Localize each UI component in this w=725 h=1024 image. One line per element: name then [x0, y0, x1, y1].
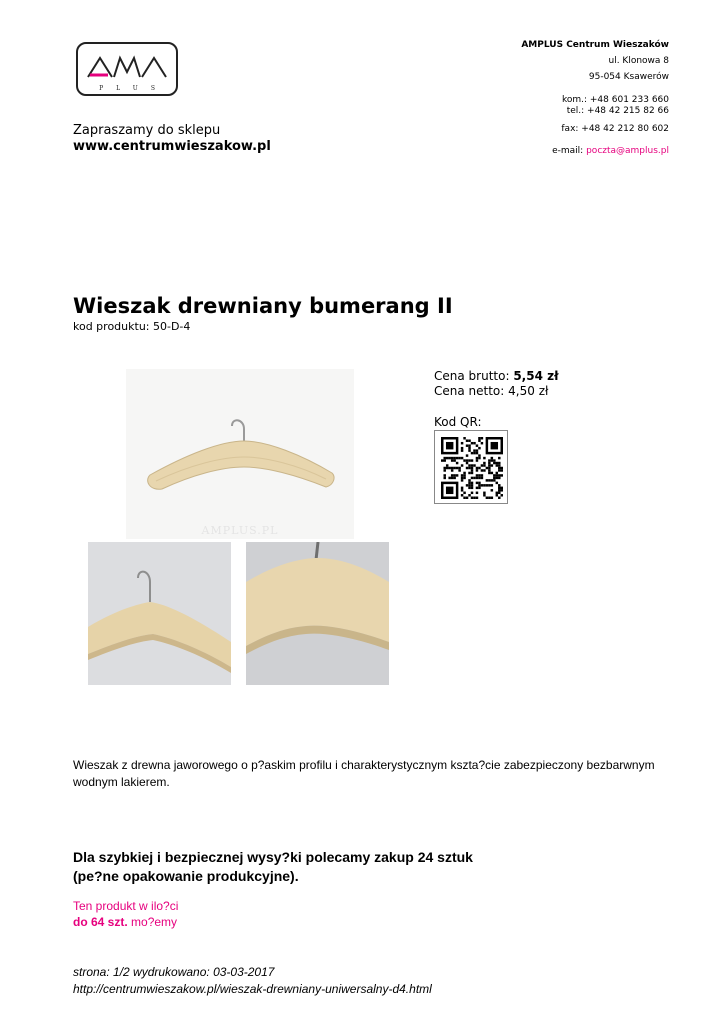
product-image-side[interactable]	[88, 542, 231, 685]
logo-subtitle: PLUS	[99, 85, 168, 92]
email-label: e-mail:	[552, 146, 584, 156]
qr-code[interactable]	[434, 430, 508, 504]
print-info: strona: 1/2 wydrukowano: 03-03-2017	[73, 965, 275, 979]
product-image-main[interactable]	[126, 369, 354, 539]
product-image-detail[interactable]	[246, 542, 389, 685]
company-contact	[521, 37, 669, 159]
product-code: kod produktu: 50-D-4	[73, 320, 191, 333]
email-link[interactable]: poczta@amplus.pl	[586, 146, 669, 156]
net-price-label: Cena netto:	[434, 384, 505, 398]
gross-price-row	[434, 369, 559, 384]
company-fax: fax: +48 42 212 80 602	[561, 124, 669, 134]
net-price-row	[434, 384, 559, 399]
company-city: 95-054 Ksawerów	[588, 72, 669, 82]
company-mobile: kom.: +48 601 233 660	[561, 95, 669, 105]
print-footer	[73, 964, 432, 998]
shop-invitation	[73, 123, 271, 155]
recommendation-line-2: (pe?ne opakowanie produkcyjne).	[73, 868, 299, 884]
gross-price-value: 5,54 zł	[513, 369, 559, 383]
stock-line-2	[73, 914, 178, 930]
invitation-text: Zapraszamy do sklepu	[73, 123, 221, 138]
company-email-row	[521, 143, 669, 159]
page-url[interactable]: http://centrumwieszakow.pl/wieszak-drewniany-uniwersalny-d4.html	[73, 982, 432, 996]
stock-line-1: Ten produkt w ilo?ci	[73, 899, 179, 913]
product-title: Wieszak drewniany bumerang II	[73, 294, 453, 318]
company-name: AMPLUS Centrum Wieszaków	[521, 40, 669, 50]
company-street: ul. Klonowa 8	[608, 56, 669, 66]
gross-price-label: Cena brutto:	[434, 369, 510, 383]
price-box	[434, 369, 559, 399]
stock-info	[73, 898, 178, 930]
company-phone: tel.: +48 42 215 82 66	[566, 106, 669, 116]
stock-quantity: do 64 szt.	[73, 915, 128, 929]
image-watermark: AMPLUS.PL	[201, 524, 279, 537]
stock-suffix: mo?emy	[131, 915, 178, 929]
shop-link[interactable]: www.centrumwieszakow.pl	[73, 139, 271, 154]
net-price-value: 4,50 zł	[508, 384, 549, 398]
shipping-recommendation	[73, 848, 473, 886]
qr-label: Kod QR:	[434, 415, 482, 429]
company-logo	[76, 42, 178, 96]
product-description: Wieszak z drewna jaworowego o p?askim profilu i charakterystycznym kszta?cie zabezpieczony bezbarwnym wodnym lakierem.	[73, 758, 655, 789]
recommendation-line-1: Dla szybkiej i bezpiecznej wysy?ki polecamy zakup 24 sztuk	[73, 849, 473, 865]
